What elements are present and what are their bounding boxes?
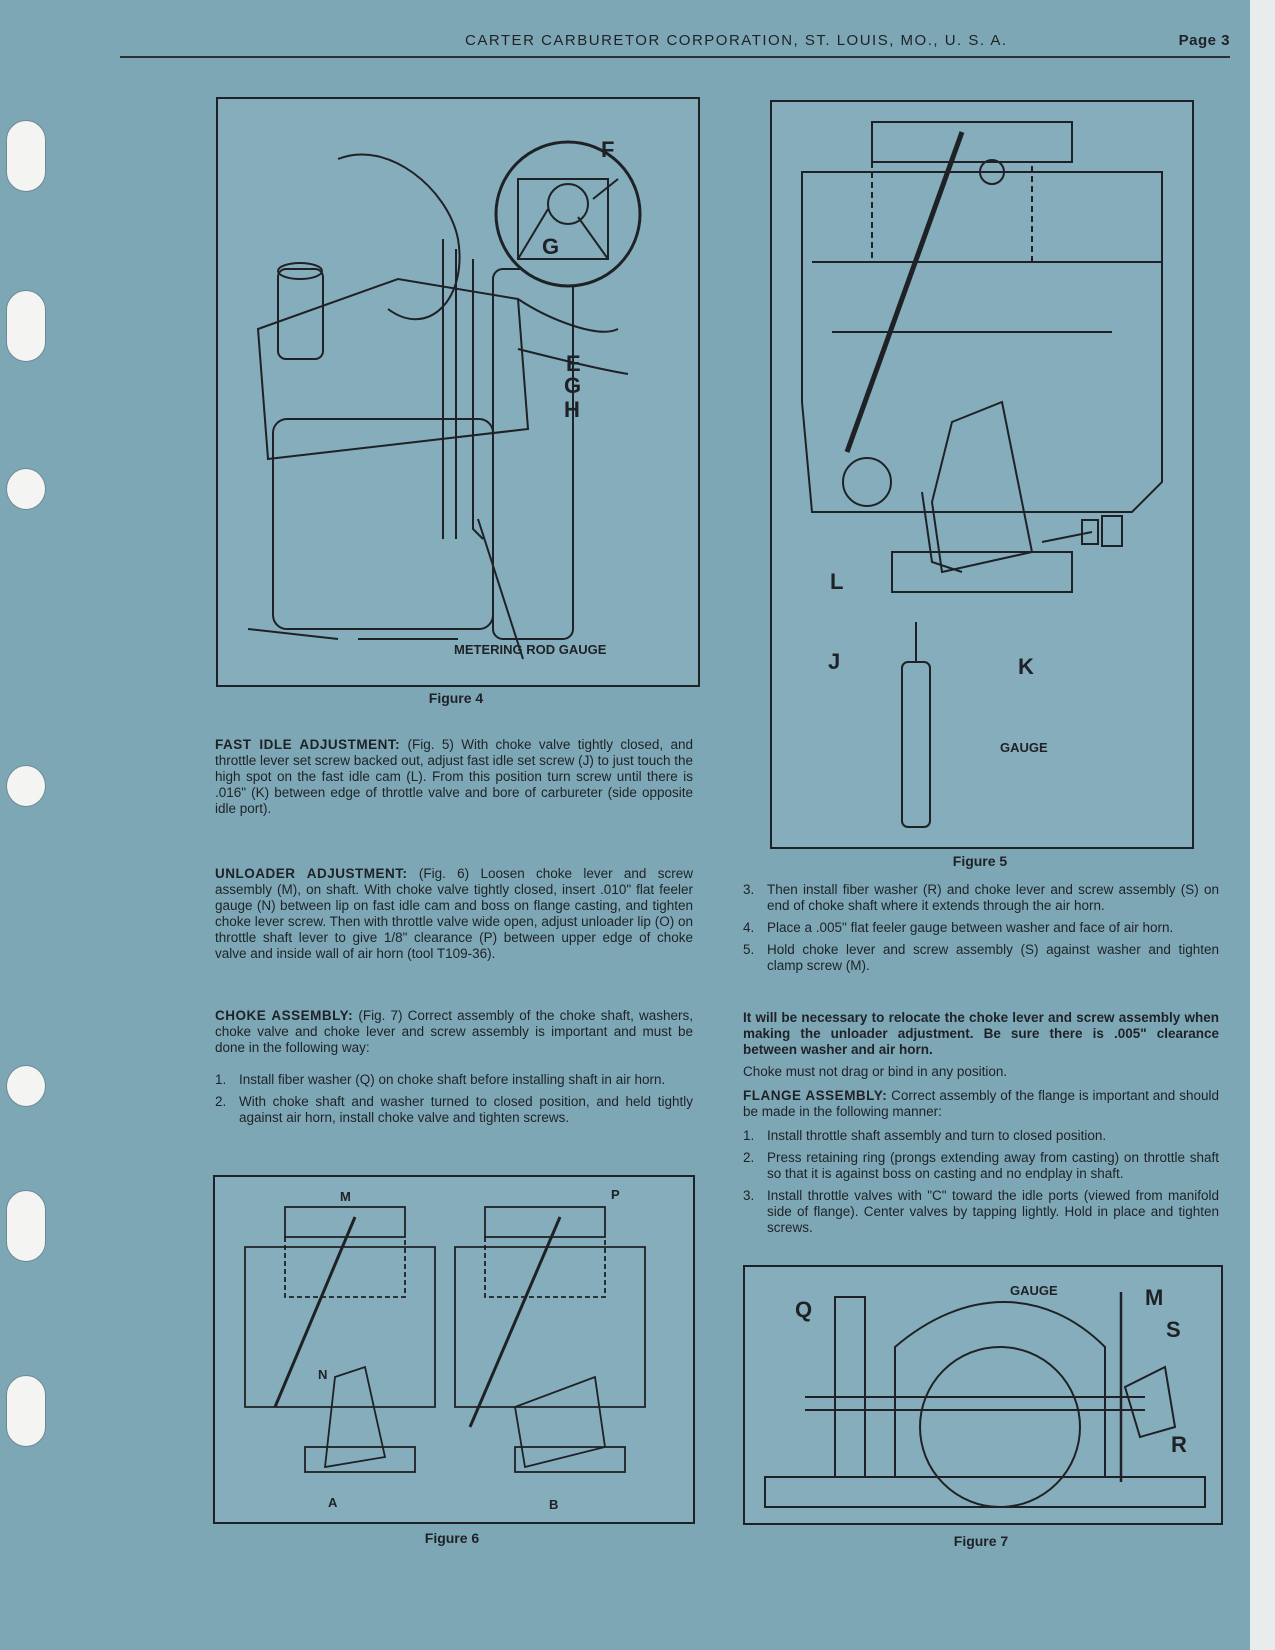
list-item — [743, 882, 1219, 914]
figure-6-illustration — [213, 1175, 695, 1524]
relocate-note: It will be necessary to relocate the choke lever and screw assembly when making the unloader adjustment. Be sure there is .005" clearance between washer and air horn. — [743, 1010, 1219, 1057]
step-number: 1. — [743, 1128, 755, 1143]
step-text: Then install fiber washer (R) and choke lever and screw assembly (S) on end of choke shaft where it extends through the air horn. — [767, 882, 1219, 913]
callout-r: R — [1171, 1432, 1187, 1457]
flange-body: Correct assembly of the flange is important and should be made in the following manner: — [743, 1088, 1219, 1119]
fast-idle-body: (Fig. 5) With choke valve tightly closed, and throttle lever set screw backed out, adjust fast idle set screw (J) to just touch the high spot on the fast idle cam (L). From this position turn screw until there is .016" (K) between edge of throttle valve and bore of carbureter (side opposite idle port). — [215, 737, 693, 816]
choke-paragraph — [215, 1008, 693, 1056]
step-text: Install throttle shaft assembly and turn to closed position. — [767, 1128, 1107, 1143]
callout-e: E — [566, 351, 581, 376]
carburetor-metering-rod-drawing — [218, 99, 698, 685]
choke-body: (Fig. 7) Correct assembly of the choke shaft, washers, choke valve and choke lever and screw assembly is important and must be done in the following way: — [215, 1008, 694, 1055]
step-number: 4. — [743, 920, 755, 935]
step-number: 2. — [215, 1094, 227, 1109]
callout-s: S — [1166, 1317, 1181, 1342]
callout-m: M — [1145, 1285, 1164, 1310]
binder-hole — [6, 1375, 46, 1447]
page-edge — [1250, 0, 1275, 1650]
unloader-paragraph — [215, 866, 693, 962]
flange-paragraph — [743, 1088, 1219, 1120]
unloader-adjustment-drawing — [215, 1177, 693, 1522]
list-item — [215, 1072, 693, 1088]
binder-hole — [6, 1190, 46, 1262]
flange-heading: FLANGE ASSEMBLY: — [743, 1088, 888, 1103]
step-number: 3. — [743, 1188, 755, 1203]
choke-steps-left — [215, 1072, 693, 1132]
fast-idle-heading: FAST IDLE ADJUSTMENT: — [215, 737, 401, 752]
step-text: Install fiber washer (Q) on choke shaft before installing shaft in air horn. — [239, 1072, 666, 1087]
choke-heading: CHOKE ASSEMBLY: — [215, 1008, 354, 1023]
list-item — [743, 920, 1219, 936]
binder-hole — [6, 290, 46, 362]
figure-4-caption: Figure 4 — [428, 690, 484, 706]
figure-5-illustration — [770, 100, 1194, 849]
figure-4-illustration — [216, 97, 700, 687]
step-text: Hold choke lever and screw assembly (S) against washer and tighten clamp screw (M). — [767, 942, 1219, 973]
callout-n: N — [318, 1367, 328, 1382]
figure-6-caption: Figure 6 — [424, 1530, 480, 1546]
list-item — [743, 1128, 1219, 1144]
callout-f: F — [601, 137, 615, 162]
step-text: Install throttle valves with "C" toward the idle ports (viewed from manifold side of flange). Center valves by tapping lightly. Hold in place and tighten screws. — [767, 1188, 1219, 1235]
drag-note: Choke must not drag or bind in any position. — [743, 1064, 1008, 1079]
company-name: CARTER CARBURETOR CORPORATION, ST. LOUIS, MO., U. S. A. — [465, 32, 1008, 49]
step-number: 3. — [743, 882, 755, 897]
list-item — [743, 1188, 1219, 1236]
step-number: 2. — [743, 1150, 755, 1165]
figure-7-illustration — [743, 1265, 1223, 1525]
figure-7-caption: Figure 7 — [953, 1533, 1009, 1549]
step-text: Press retaining ring (prongs extending away from casting) on throttle shaft so that it is against boss on casting and no endplay in shaft. — [767, 1150, 1219, 1181]
callout-g: G — [542, 234, 560, 259]
subfigure-a-label: A — [328, 1495, 338, 1510]
unloader-heading: UNLOADER ADJUSTMENT: — [215, 866, 408, 881]
callout-m: M — [340, 1189, 351, 1204]
step-number: 1. — [215, 1072, 227, 1087]
callout-q: Q — [795, 1297, 813, 1322]
gauge-label: GAUGE — [1010, 1283, 1058, 1298]
choke-steps-right — [743, 882, 1219, 980]
metering-rod-gauge-label: METERING ROD GAUGE — [454, 642, 607, 657]
unloader-body: (Fig. 6) Loosen choke lever and screw assembly (M), on shaft. With choke valve tightly closed, insert .010" flat feeler gauge (N) between lip on fast idle cam and boss on flange casting, and tighten choke lever screw. Then with throttle valve wide open, adjust unloader lip (O) on throttle shaft lever to give 1/8" clearance (P) between upper edge of choke valve and inside wall of air horn (tool T109-36). — [215, 866, 693, 961]
flange-steps — [743, 1128, 1219, 1242]
callout-j: J — [828, 649, 841, 674]
binder-hole — [6, 120, 46, 192]
fast-idle-paragraph — [215, 737, 693, 817]
figure-5-caption: Figure 5 — [952, 853, 1008, 869]
callout-k: K — [1018, 654, 1034, 679]
list-item — [743, 1150, 1219, 1182]
callout-g: G — [564, 373, 582, 398]
callout-p: P — [611, 1187, 620, 1202]
page-header — [120, 30, 1230, 58]
binder-hole — [6, 1065, 46, 1107]
step-number: 5. — [743, 942, 755, 957]
callout-h: H — [564, 397, 580, 422]
list-item — [215, 1094, 693, 1126]
step-text: Place a .005" flat feeler gauge between washer and face of air horn. — [767, 920, 1174, 935]
gauge-label: GAUGE — [1000, 740, 1048, 755]
callout-l: L — [830, 569, 844, 594]
subfigure-b-label: B — [549, 1497, 559, 1512]
list-item — [743, 942, 1219, 974]
step-text: With choke shaft and washer turned to closed position, and held tightly against air horn, install choke valve and tighten screws. — [239, 1094, 693, 1125]
page-number: Page 3 — [1178, 32, 1230, 49]
binder-hole — [6, 765, 46, 807]
fast-idle-adjustment-drawing — [772, 102, 1192, 847]
binder-hole — [6, 468, 46, 510]
